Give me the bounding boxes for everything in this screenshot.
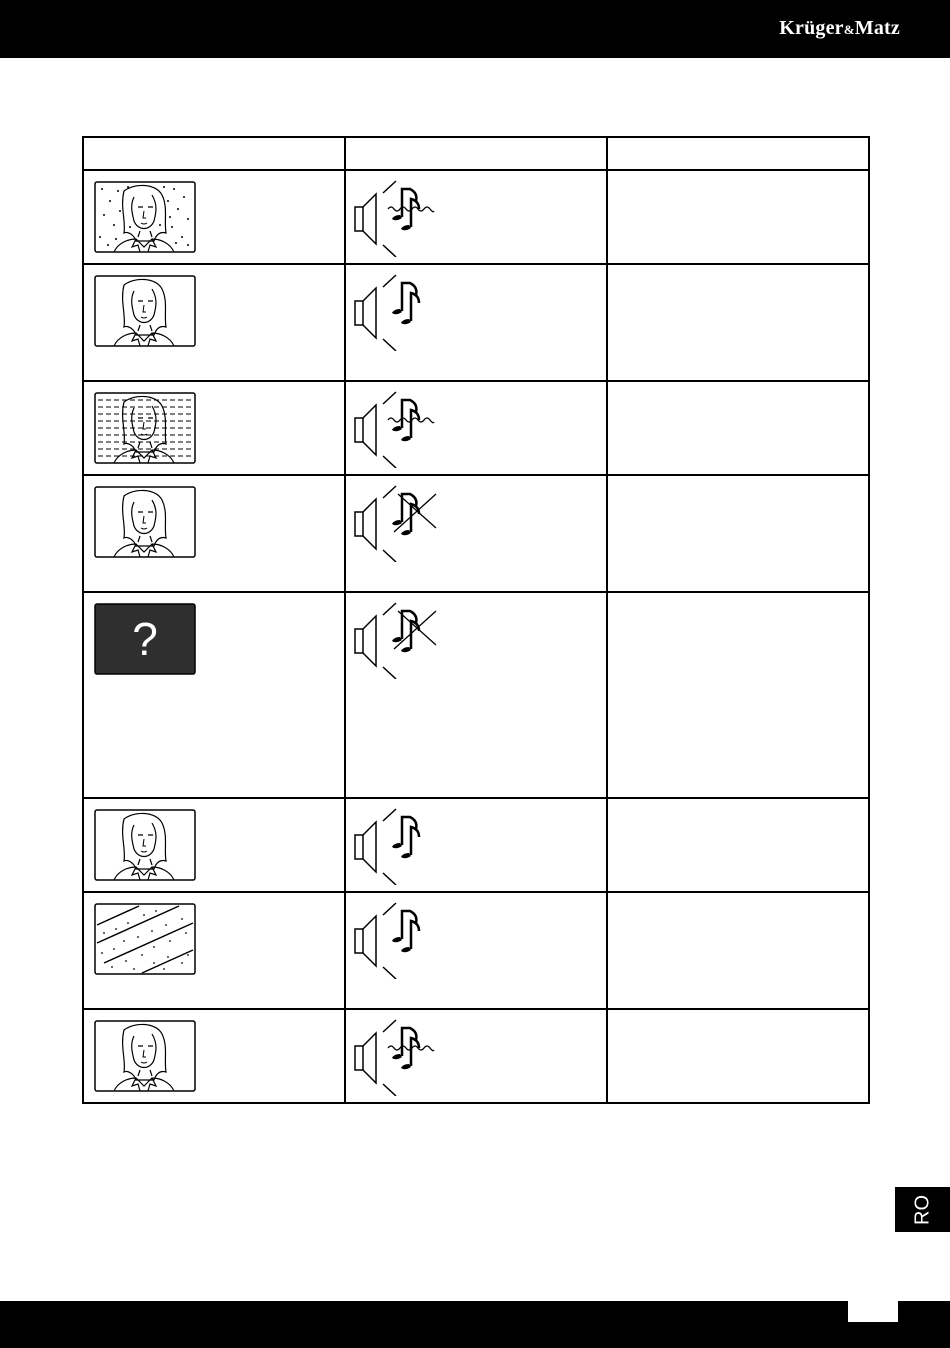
sound-cell bbox=[345, 798, 607, 892]
brand-logo: Krüger&Matz bbox=[779, 17, 900, 39]
noisy-sound-icon bbox=[354, 390, 464, 468]
language-tab bbox=[895, 1187, 950, 1232]
snowy-picture-icon bbox=[94, 181, 196, 253]
sound-cell bbox=[345, 475, 607, 592]
table-row bbox=[83, 592, 869, 798]
normal-picture-icon bbox=[94, 1020, 196, 1092]
table-row bbox=[83, 170, 869, 264]
no-picture-icon bbox=[94, 603, 196, 675]
no-sound-icon bbox=[354, 601, 464, 679]
normal-picture-icon bbox=[94, 275, 196, 347]
picture-cell bbox=[83, 381, 345, 475]
diagonal-stripes-picture-icon bbox=[94, 903, 196, 975]
normal-picture-icon bbox=[94, 809, 196, 881]
table-row bbox=[83, 798, 869, 892]
table-row bbox=[83, 892, 869, 1009]
remedy-cell bbox=[607, 592, 869, 798]
sound-cell bbox=[345, 892, 607, 1009]
noisy-sound-icon bbox=[354, 179, 464, 257]
footer-bar bbox=[0, 1301, 950, 1348]
header-sound bbox=[345, 137, 607, 170]
sound-cell bbox=[345, 170, 607, 264]
troubleshooting-table bbox=[82, 136, 870, 1104]
table-header-row bbox=[83, 137, 869, 170]
sound-cell bbox=[345, 264, 607, 381]
table-row bbox=[83, 381, 869, 475]
normal-sound-icon bbox=[354, 273, 464, 351]
remedy-cell bbox=[607, 381, 869, 475]
language-tab-label: RO bbox=[911, 1194, 933, 1225]
remedy-cell bbox=[607, 892, 869, 1009]
no-sound-icon bbox=[354, 484, 464, 562]
lined-picture-icon bbox=[94, 392, 196, 464]
remedy-cell bbox=[607, 1009, 869, 1103]
header-bar bbox=[0, 0, 950, 58]
question-mark: ? bbox=[132, 613, 158, 665]
picture-cell bbox=[83, 1009, 345, 1103]
header-remedy bbox=[607, 137, 869, 170]
picture-cell bbox=[83, 475, 345, 592]
sound-cell bbox=[345, 592, 607, 798]
picture-cell bbox=[83, 264, 345, 381]
normal-sound-icon bbox=[354, 901, 464, 979]
remedy-cell bbox=[607, 264, 869, 381]
normal-sound-icon bbox=[354, 807, 464, 885]
table-row bbox=[83, 475, 869, 592]
noisy-sound-icon bbox=[354, 1018, 464, 1096]
remedy-cell bbox=[607, 475, 869, 592]
sound-cell bbox=[345, 381, 607, 475]
table-row bbox=[83, 264, 869, 381]
sound-cell bbox=[345, 1009, 607, 1103]
remedy-cell bbox=[607, 798, 869, 892]
page-number bbox=[848, 1301, 898, 1322]
picture-cell bbox=[83, 170, 345, 264]
remedy-cell bbox=[607, 170, 869, 264]
picture-cell bbox=[83, 798, 345, 892]
normal-picture-icon bbox=[94, 486, 196, 558]
picture-cell bbox=[83, 892, 345, 1009]
table-row bbox=[83, 1009, 869, 1103]
header-picture bbox=[83, 137, 345, 170]
picture-cell bbox=[83, 592, 345, 798]
